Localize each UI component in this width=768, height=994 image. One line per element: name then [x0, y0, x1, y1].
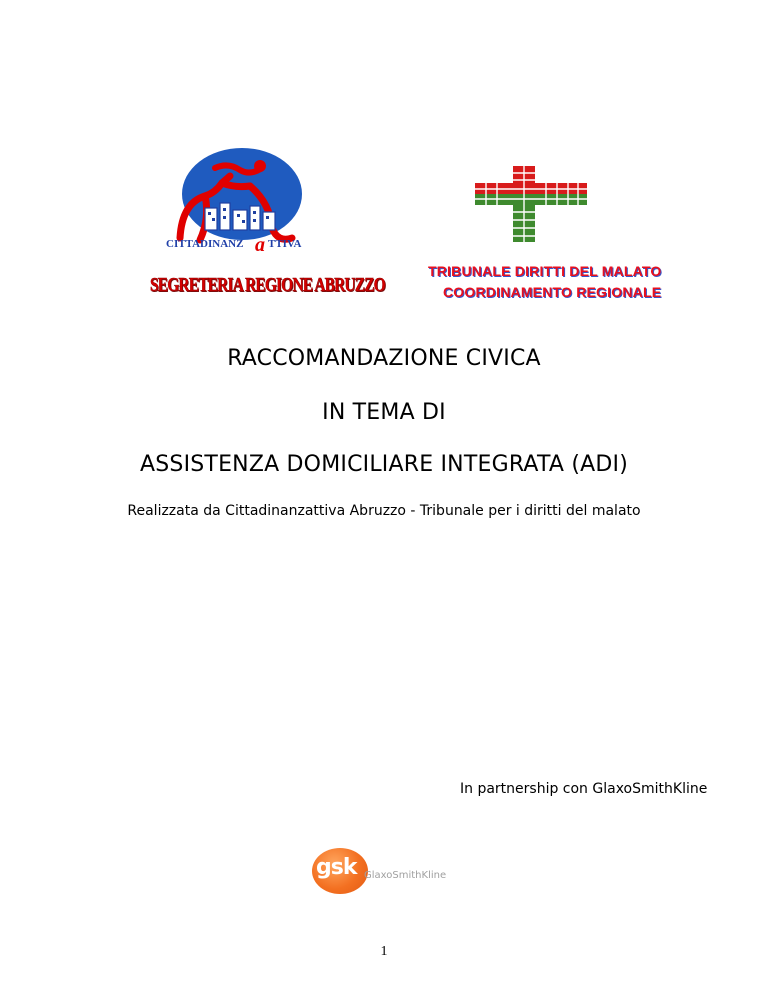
document-subtitle: Realizzata da Cittadinanzattiva Abruzzo - Tribunale per i diritti del malato	[127, 503, 641, 519]
partnership-note: In partnership con GlaxoSmithKline	[460, 781, 708, 797]
gsk-logo	[312, 848, 462, 894]
gsk-name: GlaxoSmithKline	[364, 870, 447, 881]
document-title-line3: ASSISTENZA DOMICILIARE INTEGRATA (ADI)	[140, 452, 628, 477]
cittadinanzattiva-logo	[160, 148, 320, 263]
document-title-line2: IN TEMA DI	[322, 400, 446, 425]
gsk-letters: gsk	[316, 855, 357, 880]
cittadinanzattiva-name-left: CITTADINANZ	[166, 238, 244, 250]
tribunale-cross-logo	[475, 166, 587, 248]
document-title-line1: RACCOMANDAZIONE CIVICA	[227, 346, 541, 371]
coordinamento-regionale-label: COORDINAMENTO REGIONALE	[443, 284, 662, 300]
cittadinanzattiva-name-right: TTIVA	[268, 238, 302, 250]
segreteria-regione-label: SEGRETERIA REGIONE ABRUZZO	[150, 274, 385, 296]
tribunale-title: TRIBUNALE DIRITTI DEL MALATO	[428, 263, 662, 279]
cittadinanzattiva-name-mark: a	[255, 234, 265, 256]
page-number: 1	[380, 944, 388, 959]
